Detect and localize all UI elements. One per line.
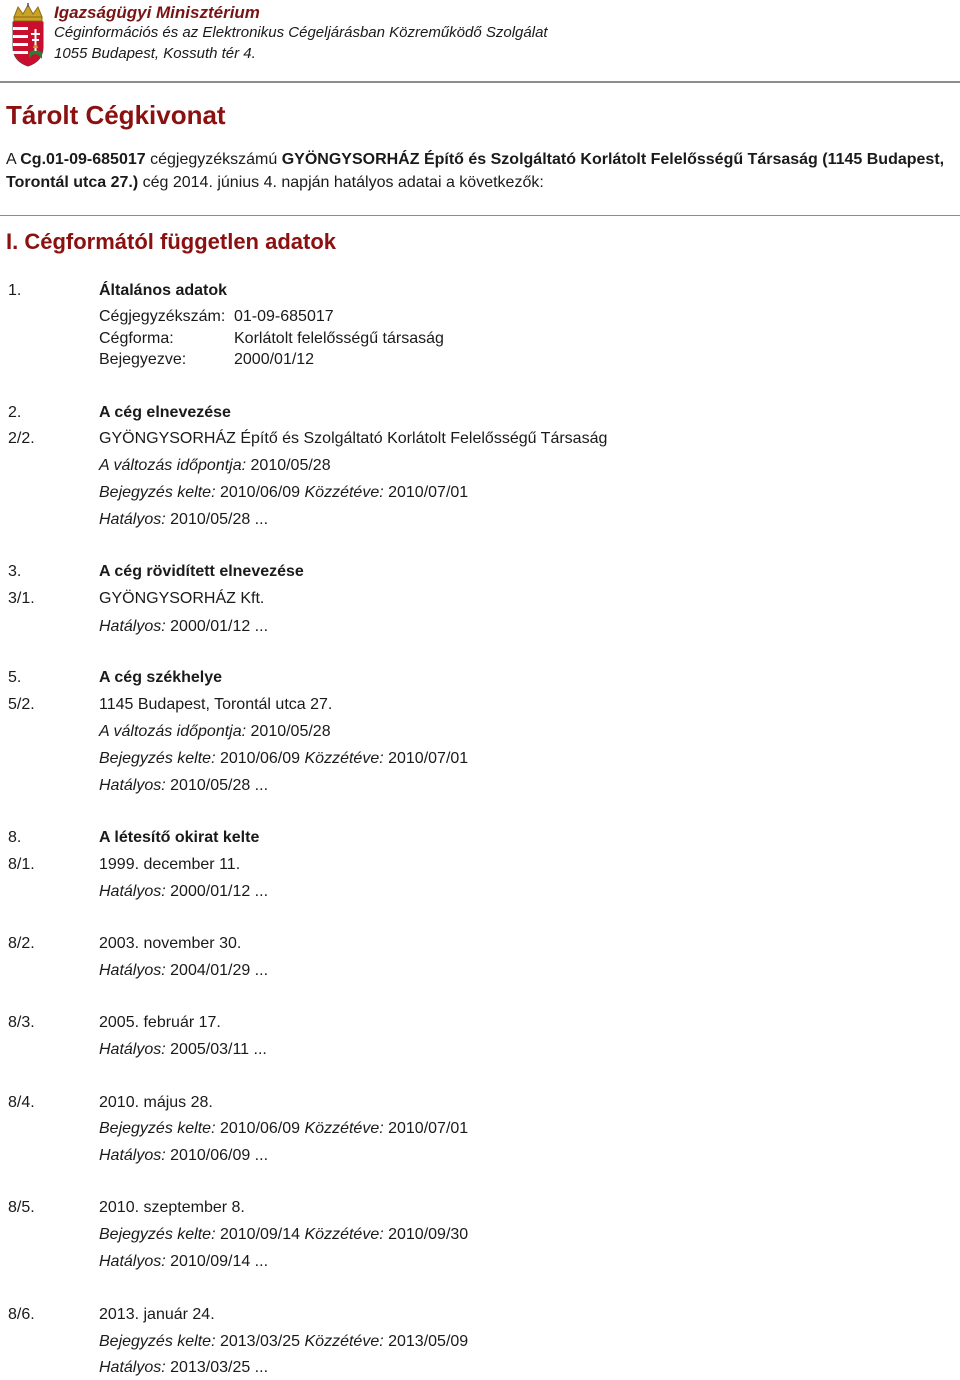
entry-registration-line	[99, 1119, 468, 1139]
change-date-label: A változás időpontja:	[99, 723, 247, 740]
entry-registration-line	[99, 483, 468, 503]
registered-value: 2010/06/09	[219, 1120, 301, 1137]
service-name: Céginformációs és az Elektronikus Cégeljárásban Közreműködő Szolgálat	[54, 24, 548, 41]
published-label: Közzétéve:	[304, 484, 384, 501]
general-value-form: Korlátolt felelősségű társaság	[234, 330, 444, 347]
registered-value: 2010/09/14	[219, 1226, 301, 1243]
effective-label: Hatályos:	[99, 618, 166, 635]
effective-label: Hatályos:	[99, 777, 166, 794]
entry-number: 3/1.	[8, 590, 35, 607]
entry-value: 2003. november 30.	[99, 935, 242, 952]
published-label: Közzétéve:	[304, 1226, 384, 1243]
registered-label: Bejegyzés kelte:	[99, 1120, 216, 1137]
entry-registration-line	[99, 749, 468, 769]
published-value: 2013/05/09	[388, 1333, 469, 1350]
entry-effective-line	[99, 961, 268, 981]
entry-effective-line	[99, 776, 268, 796]
effective-value: 2004/01/29 ...	[170, 962, 269, 979]
section-heading-seat: A cég székhelye	[99, 669, 223, 686]
entry-effective-line	[99, 617, 268, 637]
general-label-reg-number: Cégjegyzékszám:	[99, 308, 226, 325]
effective-value: 2010/09/14 ...	[170, 1253, 269, 1270]
published-value: 2010/07/01	[388, 1120, 469, 1137]
intro-paragraph	[6, 148, 951, 194]
entry-number: 8/1.	[8, 856, 35, 873]
entry-change-line	[99, 722, 331, 742]
effective-value: 2000/01/12 ...	[170, 883, 269, 900]
general-label-form: Cégforma:	[99, 330, 174, 347]
intro-prefix: A	[6, 151, 21, 168]
entry-effective-line	[99, 882, 268, 902]
section-number: 5.	[8, 669, 22, 686]
registered-value: 2013/03/25	[219, 1333, 301, 1350]
entry-number: 8/4.	[8, 1094, 35, 1111]
entry-value: GYÖNGYSORHÁZ Kft.	[99, 590, 265, 607]
section-divider	[0, 215, 960, 216]
entry-registration-line	[99, 1225, 468, 1245]
entry-number: 2/2.	[8, 430, 35, 447]
general-number: 1.	[8, 282, 22, 299]
entry-number: 8/3.	[8, 1014, 35, 1031]
section-number: 2.	[8, 404, 22, 421]
change-date-value: 2010/05/28	[250, 457, 331, 474]
general-heading: Általános adatok	[99, 282, 228, 299]
registered-value: 2010/06/09	[219, 484, 301, 501]
entry-effective-line	[99, 1146, 268, 1166]
effective-label: Hatályos:	[99, 1041, 166, 1058]
effective-value: 2010/06/09 ...	[170, 1147, 269, 1164]
published-label: Közzétéve:	[304, 750, 384, 767]
intro-mid: cégjegyzékszámú	[145, 151, 282, 168]
general-label-registered: Bejegyezve:	[99, 351, 187, 368]
entry-number: 8/6.	[8, 1306, 35, 1323]
entry-change-line	[99, 456, 331, 476]
general-value-registered: 2000/01/12	[234, 351, 315, 368]
effective-label: Hatályos:	[99, 511, 166, 528]
entry-number: 5/2.	[8, 696, 35, 713]
effective-value: 2005/03/11 ...	[170, 1041, 267, 1058]
registered-label: Bejegyzés kelte:	[99, 1226, 216, 1243]
entry-value: 2005. február 17.	[99, 1014, 221, 1031]
entry-value: 2010. május 28.	[99, 1094, 213, 1111]
entry-value: 2010. szeptember 8.	[99, 1199, 245, 1216]
entry-effective-line	[99, 1358, 268, 1378]
entry-value: 1145 Budapest, Torontál utca 27.	[99, 696, 333, 713]
hungarian-coat-of-arms-icon	[8, 3, 48, 67]
effective-label: Hatályos:	[99, 1147, 166, 1164]
registered-value: 2010/06/09	[219, 750, 301, 767]
change-date-label: A változás időpontja:	[99, 457, 247, 474]
entry-value: 2013. január 24.	[99, 1306, 215, 1323]
section-heading-deed-date: A létesítő okirat kelte	[99, 829, 260, 846]
entry-effective-line	[99, 1040, 267, 1060]
effective-value: 2013/03/25 ...	[170, 1359, 269, 1376]
intro-suffix: cég 2014. június 4. napján hatályos adatai a következők:	[138, 174, 544, 191]
effective-label: Hatályos:	[99, 883, 166, 900]
section-heading-name: A cég elnevezése	[99, 404, 231, 421]
document-title: Tárolt Cégkivonat	[6, 100, 226, 130]
registered-label: Bejegyzés kelte:	[99, 1333, 216, 1350]
published-label: Közzétéve:	[304, 1333, 384, 1350]
intro-cg-number: Cg.01-09-685017	[20, 151, 146, 168]
header-divider	[0, 81, 960, 83]
service-address: 1055 Budapest, Kossuth tér 4.	[54, 45, 256, 62]
effective-value: 2010/05/28 ...	[170, 777, 269, 794]
section-heading-short-name: A cég rövidített elnevezése	[99, 563, 304, 580]
effective-label: Hatályos:	[99, 1359, 166, 1376]
entry-effective-line	[99, 510, 268, 530]
effective-value: 2000/01/12 ...	[170, 618, 269, 635]
change-date-value: 2010/05/28	[250, 723, 331, 740]
entry-value: GYÖNGYSORHÁZ Építő és Szolgáltató Korlátolt Felelősségű Társaság	[99, 430, 608, 447]
section-number: 8.	[8, 829, 22, 846]
ministry-name: Igazságügyi Minisztérium	[54, 3, 260, 22]
section-number: 3.	[8, 563, 22, 580]
intro-company: GYÖNGYSORHÁZ Építő és Szolgáltató Korlátolt Felelősségű Társaság (1145 Budapest, Torontál utca 27.)	[6, 151, 945, 191]
registered-label: Bejegyzés kelte:	[99, 484, 216, 501]
registered-label: Bejegyzés kelte:	[99, 750, 216, 767]
effective-value: 2010/05/28 ...	[170, 511, 269, 528]
published-value: 2010/07/01	[388, 484, 469, 501]
general-value-reg-number: 01-09-685017	[234, 308, 334, 325]
entry-effective-line	[99, 1252, 268, 1272]
entry-value: 1999. december 11.	[99, 856, 241, 873]
published-value: 2010/09/30	[388, 1226, 469, 1243]
document-header	[0, 0, 960, 72]
effective-label: Hatályos:	[99, 962, 166, 979]
entry-number: 8/2.	[8, 935, 35, 952]
effective-label: Hatályos:	[99, 1253, 166, 1270]
entry-registration-line	[99, 1332, 468, 1352]
section-title: I. Cégformától független adatok	[6, 229, 337, 254]
published-value: 2010/07/01	[388, 750, 469, 767]
published-label: Közzétéve:	[304, 1120, 384, 1137]
entry-number: 8/5.	[8, 1199, 35, 1216]
